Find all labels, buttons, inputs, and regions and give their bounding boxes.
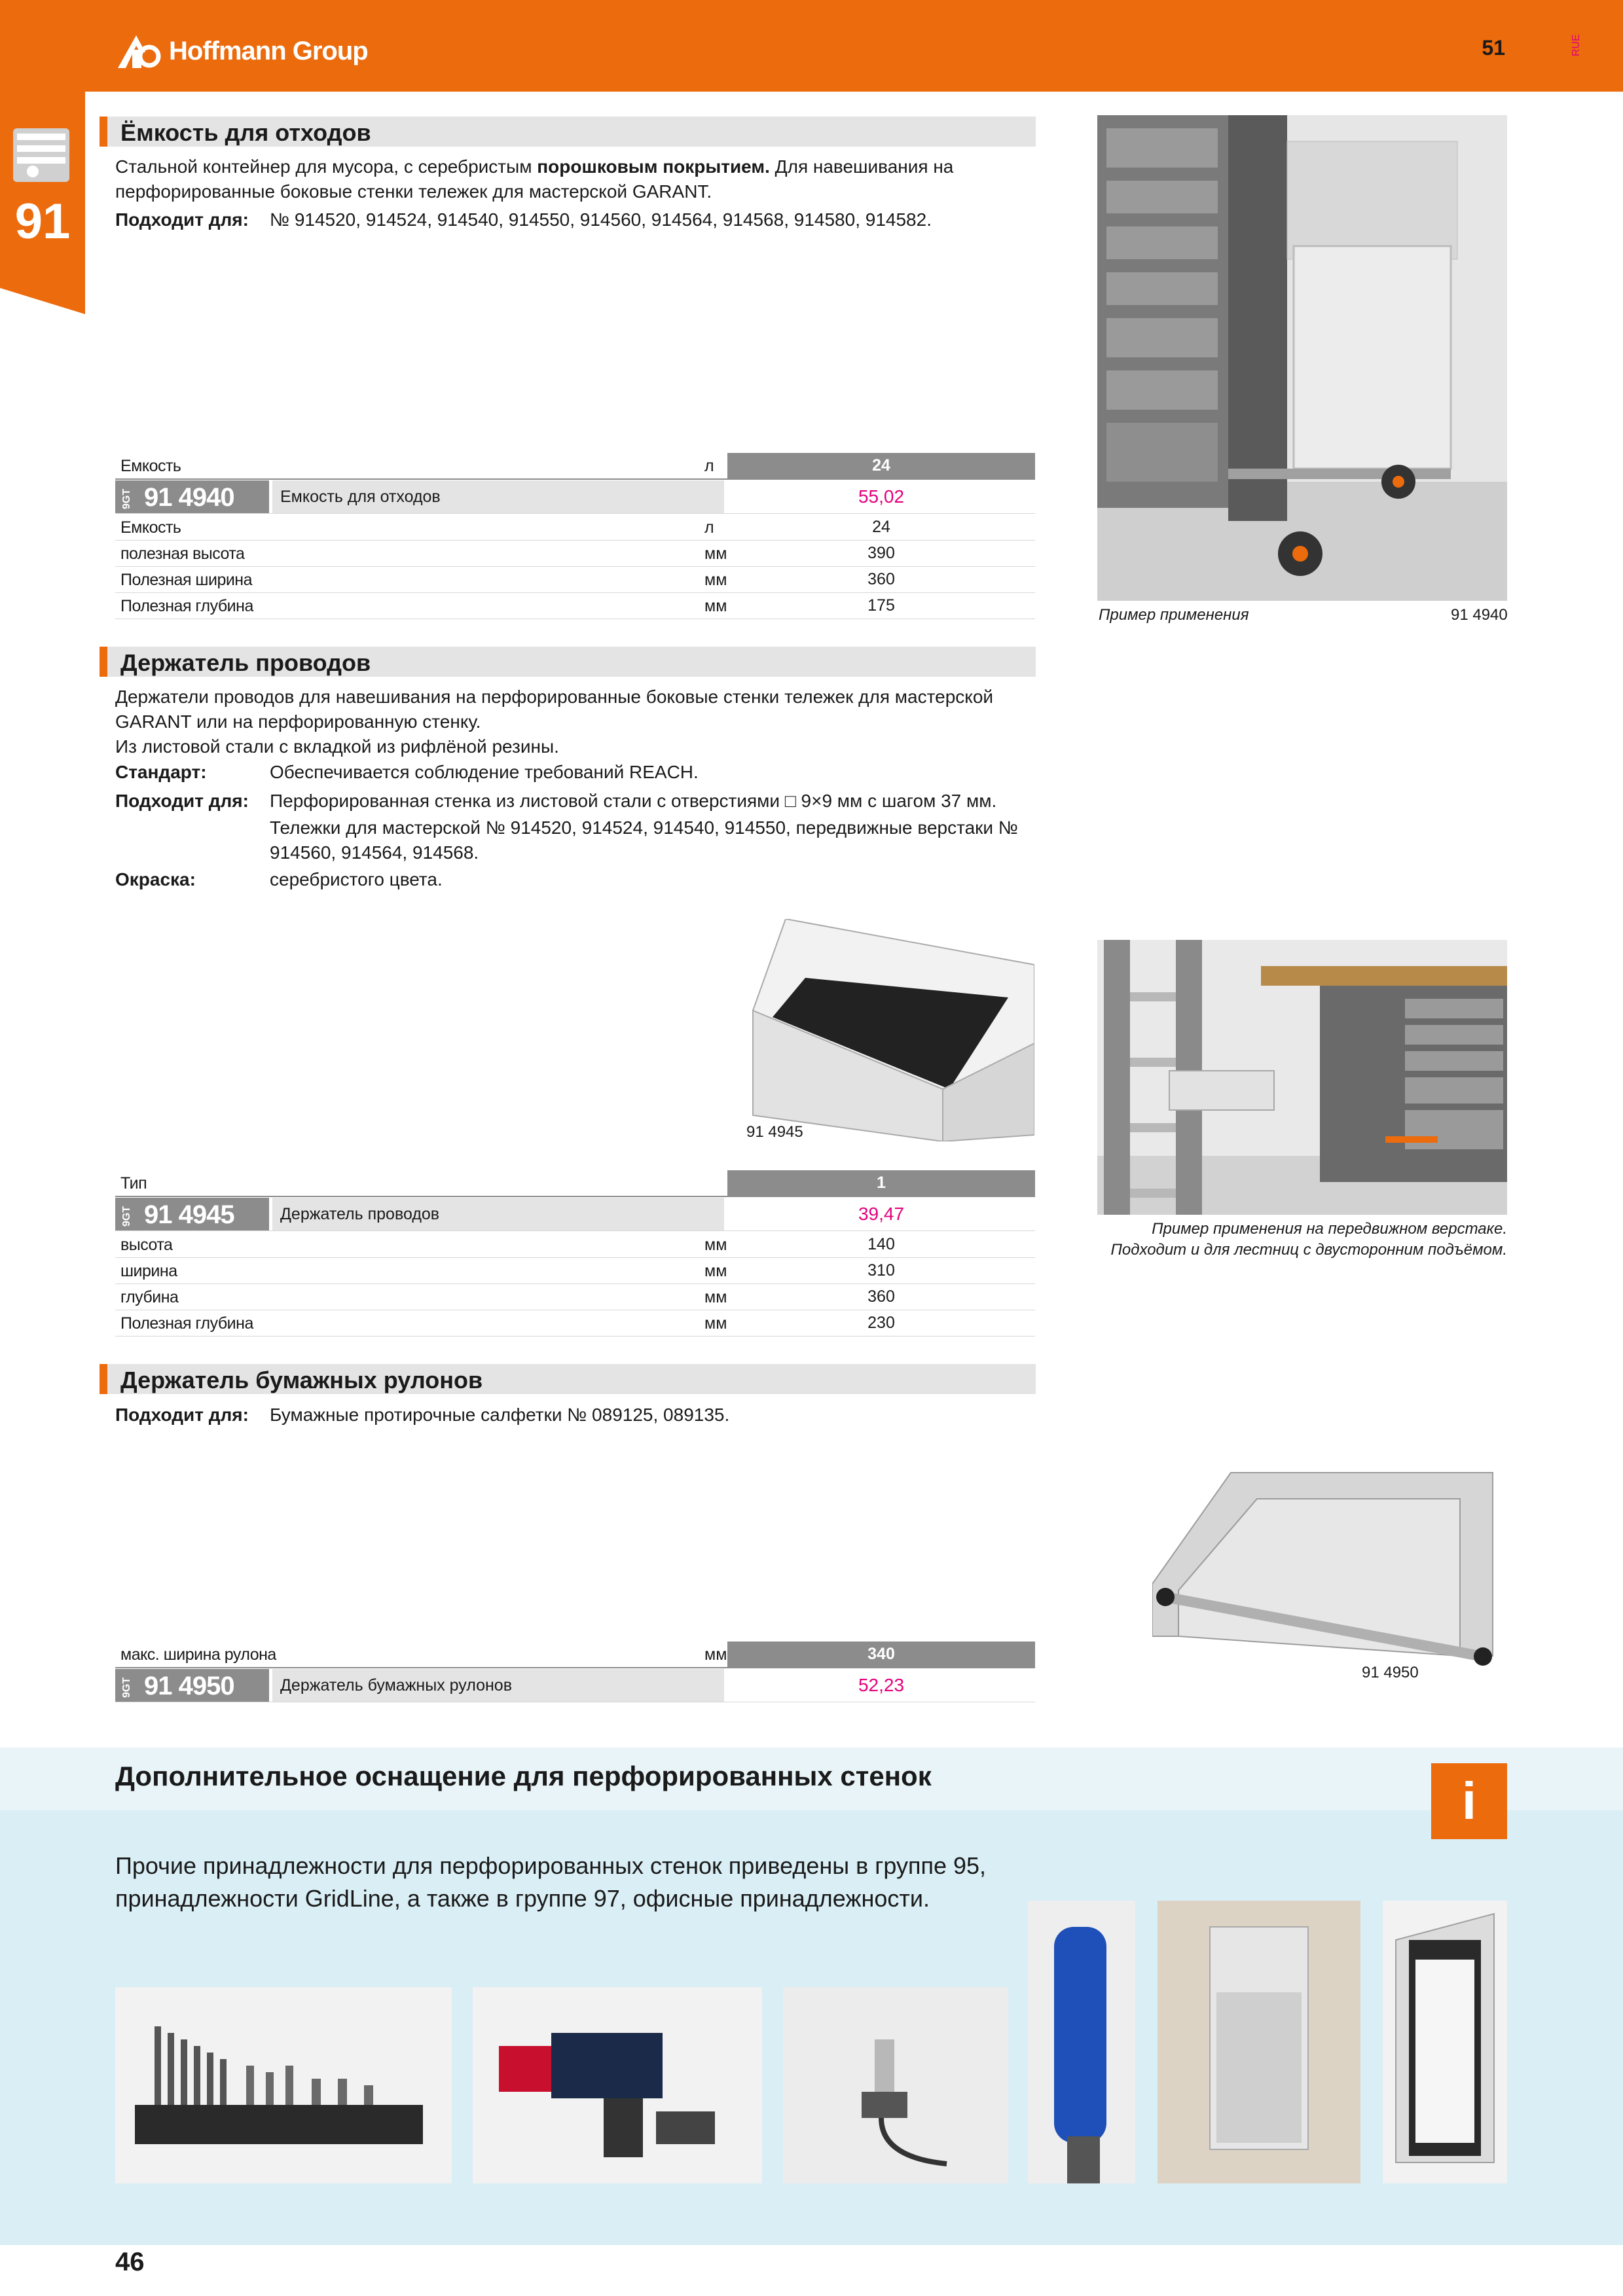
section-title: Держатель бумажных рулонов xyxy=(120,1367,483,1393)
article-number-box xyxy=(115,1669,269,1702)
row-value: 140 xyxy=(867,1235,895,1253)
article-number: 91 4945 xyxy=(144,1200,234,1229)
table-row xyxy=(115,514,1035,541)
fits-label: Подходит для: xyxy=(115,209,249,230)
section-marker xyxy=(100,1364,107,1394)
info-title: Дополнительное оснащение для перфорированных стенок xyxy=(115,1761,932,1791)
header-label: Емкость xyxy=(120,457,181,475)
hoffmann-logo-icon xyxy=(117,33,162,69)
row-value: 230 xyxy=(867,1314,895,1332)
table-header-row xyxy=(115,453,1035,480)
fits-value: Бумажные протирочные салфетки № 089125, 089135. xyxy=(270,1405,730,1425)
photo-caption: Пример применения xyxy=(1099,606,1249,624)
spec-table-914945 xyxy=(115,1170,1035,1340)
article-number: 91 4950 xyxy=(144,1672,234,1700)
paint-value: серебристого цвета. xyxy=(270,869,443,889)
section-title: Ёмкость для отходов xyxy=(120,119,371,146)
section-paper-roll-holder-header xyxy=(100,1364,1036,1394)
row-label: полезная высота xyxy=(120,545,245,563)
paint-label: Окраска: xyxy=(115,869,196,889)
desc-text: Стальной контейнер для мусора, с серебристым xyxy=(115,156,538,177)
header-value: 340 xyxy=(727,1641,1035,1667)
section-marker xyxy=(100,117,107,147)
article-number-box xyxy=(115,1198,269,1230)
article-description: Держатель проводов xyxy=(272,1198,724,1230)
photo-caption-line1: Пример применения на передвижном верстаке. xyxy=(1152,1220,1507,1238)
product-article-number: 91 4945 xyxy=(746,1123,803,1141)
photo-article-number: 91 4940 xyxy=(1451,606,1508,624)
article-description: Держатель бумажных рулонов xyxy=(272,1669,724,1702)
row-unit: мм xyxy=(704,1262,727,1280)
fits-label: Подходит для: xyxy=(115,1405,249,1425)
row-value: 24 xyxy=(872,518,890,536)
section-waste-bin-description xyxy=(115,154,1032,204)
row-label: высота xyxy=(120,1236,173,1254)
article-row[interactable] xyxy=(115,1198,1035,1231)
article-row[interactable] xyxy=(115,480,1035,514)
table-row xyxy=(115,1258,1035,1284)
drill-bit-holder-image xyxy=(115,1987,452,2183)
photo-caption-line2: Подходит и для лестниц с двусторонним подъёмом. xyxy=(1110,1241,1507,1259)
air-hose-holder-image xyxy=(1028,1901,1135,2183)
row-value: 390 xyxy=(867,544,895,562)
language-code: RUE xyxy=(1571,34,1582,56)
section-cable-holder-material: Из листовой стали с вкладкой из рифлёной резины. xyxy=(115,736,559,757)
row-value: 360 xyxy=(867,570,895,588)
article-prefix: 9GT xyxy=(121,1677,132,1698)
cable-holder-product-image xyxy=(746,919,1034,1141)
article-number: 91 4940 xyxy=(144,483,234,512)
section-waste-bin-header xyxy=(100,117,1036,147)
row-unit: мм xyxy=(704,1288,727,1306)
row-label: Полезная глубина xyxy=(120,1314,253,1333)
table-row xyxy=(115,541,1035,567)
table-row xyxy=(115,593,1035,619)
row-value: 310 xyxy=(867,1261,895,1280)
table-header-row xyxy=(115,1170,1035,1197)
document-holder-image xyxy=(1158,1901,1360,2183)
cable-holder-application-photo xyxy=(1097,940,1507,1215)
row-unit: л xyxy=(704,518,714,537)
info-text-line1: Прочие принадлежности для перфорированных стенок приведены в группе 95, xyxy=(115,1852,987,1879)
folder-holder-image xyxy=(1383,1901,1507,2183)
waste-bin-application-photo xyxy=(1097,115,1507,601)
article-prefix: 9GT xyxy=(121,488,132,509)
desc-bold-text: порошковым покрытием. xyxy=(537,156,770,177)
group-number: 91 xyxy=(14,194,71,249)
article-row[interactable] xyxy=(115,1669,1035,1702)
section-title: Держатель проводов xyxy=(120,649,371,676)
cordless-drill-holder-image xyxy=(473,1987,762,2183)
row-value: 175 xyxy=(867,596,895,615)
table-row xyxy=(115,1284,1035,1310)
row-unit: мм xyxy=(704,571,727,589)
article-price: 39,47 xyxy=(858,1204,905,1224)
info-text-line2: принадлежности GridLine, а также в группе 97, офисные принадлежности. xyxy=(115,1885,930,1912)
row-value: 360 xyxy=(867,1287,895,1306)
table-header-row xyxy=(115,1641,1035,1668)
fits-label: Подходит для: xyxy=(115,791,249,811)
article-prefix: 9GT xyxy=(121,1206,132,1227)
spec-table-914940 xyxy=(115,453,1035,623)
footer-page-number: 46 xyxy=(115,2248,145,2276)
section-cable-holder-description: Держатели проводов для навешивания на перфорированные боковые стенки тележек для мастерской GARANT или на перфорированную стенку. xyxy=(115,687,994,732)
paper-roll-holder-product-image xyxy=(1152,1466,1506,1676)
blow-gun-holder-image xyxy=(783,1987,1008,2183)
fits-value-line2: Тележки для мастерской № 914520, 914524, 914540, 914550, передвижные верстаки № 914560, 914564, 914568. xyxy=(270,817,1018,863)
section-cable-holder-header xyxy=(100,647,1036,677)
table-row xyxy=(115,1310,1035,1336)
row-label: Емкость xyxy=(120,518,181,537)
info-icon: i xyxy=(1431,1763,1507,1839)
header-label: макс. ширина рулона xyxy=(120,1645,276,1664)
section-marker xyxy=(100,647,107,677)
fits-value-line1: Перфорированная стенка из листовой стали с отверстиями □ 9×9 мм с шагом 37 мм. xyxy=(270,791,997,811)
header-value: 1 xyxy=(727,1170,1035,1196)
row-label: глубина xyxy=(120,1288,179,1306)
article-description: Емкость для отходов xyxy=(272,480,724,513)
fits-value: № 914520, 914524, 914540, 914550, 914560, 914564, 914568, 914580, 914582. xyxy=(270,209,932,230)
article-number-box xyxy=(115,480,269,513)
article-price: 52,23 xyxy=(858,1675,905,1695)
row-label: ширина xyxy=(120,1262,177,1280)
product-article-number: 91 4950 xyxy=(1362,1664,1419,1681)
row-label: Полезная глубина xyxy=(120,597,253,615)
header-unit: мм xyxy=(704,1645,727,1664)
row-label: Полезная ширина xyxy=(120,571,253,589)
table-row xyxy=(115,1232,1035,1258)
page-number: 51 xyxy=(1482,36,1505,60)
table-row xyxy=(115,567,1035,593)
standard-value: Обеспечивается соблюдение требований REACH. xyxy=(270,762,699,782)
row-unit: мм xyxy=(704,597,727,615)
spec-table-914950 xyxy=(115,1641,1035,1704)
header-unit: л xyxy=(704,457,714,475)
desc-text: Для навешивания на перфорированные боковые стенки тележек для мастерской GARANT. xyxy=(115,156,954,202)
row-unit: мм xyxy=(704,1314,727,1333)
article-price: 55,02 xyxy=(858,486,905,507)
header-value: 24 xyxy=(727,453,1035,478)
brand-name: Hoffmann Group xyxy=(169,36,368,65)
standard-label: Стандарт: xyxy=(115,762,207,782)
row-unit: мм xyxy=(704,545,727,563)
brand-logo xyxy=(117,31,368,71)
row-unit: мм xyxy=(704,1236,727,1254)
header-label: Тип xyxy=(120,1174,147,1193)
